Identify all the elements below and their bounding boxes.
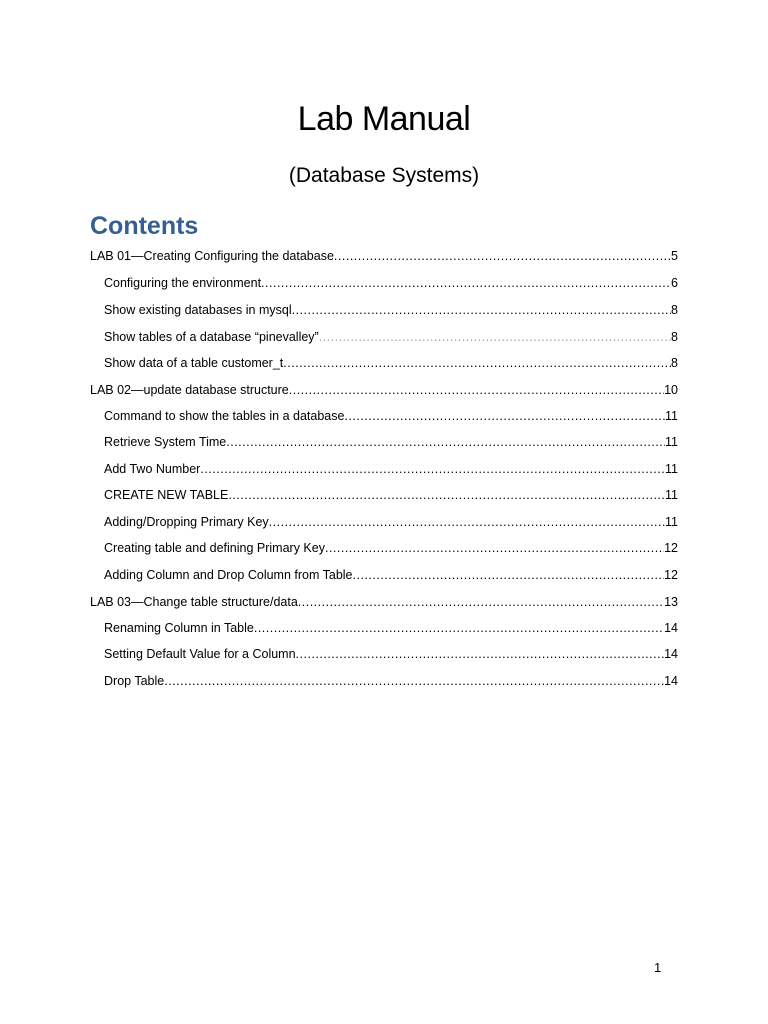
toc-entry-page: 8: [671, 303, 678, 317]
toc-dot-leader: [353, 563, 665, 587]
toc-dot-leader: [226, 430, 665, 454]
toc-entry[interactable]: [104, 669, 678, 693]
toc-entry[interactable]: [90, 590, 678, 614]
toc-dot-leader: [296, 642, 665, 666]
toc-entry[interactable]: [104, 483, 678, 507]
toc-entry-title: LAB 01—Creating Configuring the database: [90, 249, 334, 263]
toc-entry[interactable]: [104, 536, 678, 560]
toc-entry[interactable]: [104, 616, 678, 640]
toc-entry-title: LAB 02—update database structure: [90, 383, 289, 397]
toc-entry-title: Adding/Dropping Primary Key: [104, 515, 269, 529]
toc-entry[interactable]: [90, 378, 678, 402]
toc-dot-leader: [283, 351, 671, 375]
toc-dot-leader: [254, 616, 664, 640]
toc-entry-title: Command to show the tables in a database: [104, 409, 345, 423]
toc-entry-page: 14: [664, 674, 678, 688]
toc-entry-page: 5: [671, 249, 678, 263]
toc-entry[interactable]: [104, 430, 678, 454]
toc-entry-page: 8: [671, 330, 678, 344]
toc-entry-title: Creating table and defining Primary Key: [104, 541, 325, 555]
toc-entry-page: 8: [671, 356, 678, 370]
toc-entry[interactable]: [104, 563, 678, 587]
toc-entry-title: LAB 03—Change table structure/data: [90, 595, 298, 609]
document-title: Lab Manual: [297, 100, 471, 138]
toc-entry-title: Setting Default Value for a Column: [104, 647, 296, 661]
toc-dot-leader: [228, 483, 665, 507]
toc-entry-title: CREATE NEW TABLE: [104, 488, 229, 502]
toc-entry[interactable]: [104, 351, 678, 375]
toc-entry-title: Add Two Number: [104, 462, 201, 476]
toc-entry[interactable]: [104, 325, 678, 349]
toc-dot-leader: [325, 536, 664, 560]
toc-entry-page: 11: [665, 462, 678, 476]
toc-entry-title: Retrieve System Time: [104, 435, 227, 449]
toc-dot-leader: [344, 404, 665, 428]
contents-heading: Contents: [90, 212, 199, 240]
toc-entry-page: 13: [664, 595, 678, 609]
toc-entry-title: Drop Table: [104, 674, 165, 688]
toc-entry[interactable]: [90, 244, 678, 268]
toc-entry[interactable]: [104, 298, 678, 322]
toc-entry[interactable]: [104, 271, 678, 295]
toc-entry-page: 11: [665, 435, 678, 449]
toc-entry-page: 11: [665, 515, 678, 529]
toc-entry-title: Renaming Column in Table: [104, 621, 254, 635]
toc-dot-leader: [319, 325, 671, 349]
document-subtitle: (Database Systems): [288, 164, 480, 187]
toc-entry[interactable]: [104, 457, 678, 481]
toc-entry[interactable]: [104, 404, 678, 428]
toc-dot-leader: [261, 271, 671, 295]
toc-entry-title: Adding Column and Drop Column from Table: [104, 568, 353, 582]
toc-entry[interactable]: [104, 642, 678, 666]
toc-entry-title: Configuring the environment: [104, 276, 262, 290]
toc-entry[interactable]: [104, 510, 678, 534]
page-number: 1: [654, 960, 662, 975]
toc-dot-leader: [334, 244, 671, 268]
toc-entry-page: 12: [664, 568, 678, 582]
toc-entry-page: 10: [664, 383, 678, 397]
toc-entry-page: 14: [664, 621, 678, 635]
toc-entry-page: 11: [665, 409, 678, 423]
toc-dot-leader: [269, 510, 665, 534]
toc-entry-page: 11: [665, 488, 678, 502]
toc-dot-leader: [200, 457, 665, 481]
toc-dot-leader: [292, 298, 671, 322]
toc-entry-page: 12: [664, 541, 678, 555]
toc-entry-title: Show existing databases in mysql: [104, 303, 292, 317]
toc-dot-leader: [164, 669, 664, 693]
toc-entry-title: Show data of a table customer_t: [104, 356, 284, 370]
toc-dot-leader: [298, 590, 664, 614]
toc-entry-page: 14: [664, 647, 678, 661]
toc-entry-title: Show tables of a database “pinevalley”: [104, 330, 319, 344]
toc-entry-page: 6: [671, 276, 678, 290]
toc-dot-leader: [289, 378, 664, 402]
